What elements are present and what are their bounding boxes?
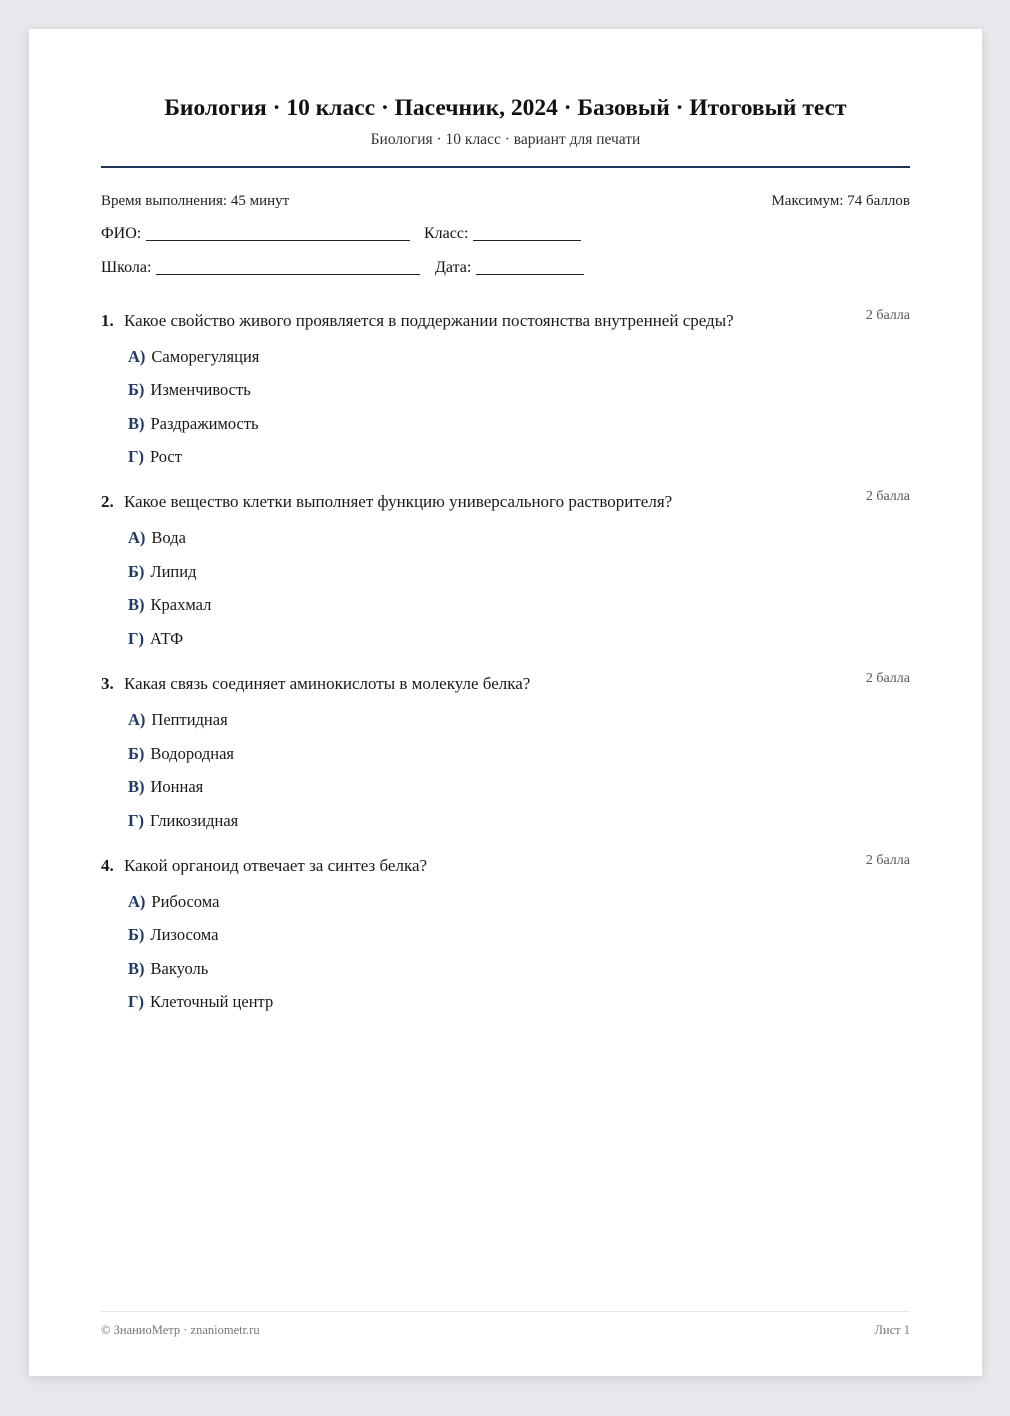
answer-option[interactable] <box>128 380 251 400</box>
footer-page-number: Лист 1 <box>874 1323 910 1337</box>
header-divider <box>101 166 910 168</box>
option-letter: В) <box>128 777 145 796</box>
option-letter: В) <box>128 959 145 978</box>
class-label: Класс: <box>424 225 469 242</box>
option-text: Пептидная <box>151 710 228 729</box>
page-subtitle: Биология · 10 класс · вариант для печати <box>370 131 641 148</box>
question-points: 2 балла <box>865 308 910 323</box>
option-letter: Б) <box>128 925 145 944</box>
answer-option[interactable] <box>128 447 182 467</box>
question-header <box>101 671 910 698</box>
option-letter: В) <box>128 595 145 614</box>
option-letter: Г) <box>128 992 144 1011</box>
answer-option[interactable] <box>128 528 186 548</box>
answer-option[interactable] <box>128 562 196 582</box>
question-4 <box>101 853 910 1011</box>
answer-option[interactable] <box>128 414 259 434</box>
option-text: Лизосома <box>150 925 219 944</box>
footer-divider <box>101 1311 910 1312</box>
question-text: Какой органоид отвечает за синтез белка? <box>124 856 428 875</box>
answer-option[interactable] <box>128 710 228 730</box>
answer-option[interactable] <box>128 629 183 649</box>
max-score: Максимум: 74 баллов <box>771 193 910 209</box>
option-letter: Г) <box>128 447 144 466</box>
option-letter: Г) <box>128 629 144 648</box>
date-field[interactable] <box>435 259 584 277</box>
option-text: Липид <box>150 562 197 581</box>
question-number: 2. <box>101 492 114 511</box>
option-text: Ионная <box>150 777 204 796</box>
question-points: 2 балла <box>865 853 910 868</box>
school-label: Школа: <box>101 259 152 276</box>
option-text: Водородная <box>150 744 234 763</box>
option-letter: А) <box>128 528 146 547</box>
option-letter: Б) <box>128 380 145 399</box>
question-number: 1. <box>101 311 114 330</box>
question-number: 3. <box>101 674 114 693</box>
option-text: Рибосома <box>151 892 220 911</box>
question-points: 2 балла <box>865 489 910 504</box>
answer-option[interactable] <box>128 992 273 1012</box>
question-header <box>101 308 910 335</box>
time-limit: Время выполнения: 45 минут <box>101 193 290 209</box>
page-title: Биология · 10 класс · Пасечник, 2024 · Базовый · Итоговый тест <box>164 95 847 121</box>
option-letter: Б) <box>128 744 145 763</box>
option-letter: Б) <box>128 562 145 581</box>
option-text: Изменчивость <box>150 380 251 399</box>
question-header <box>101 489 910 516</box>
option-text: Гликозидная <box>150 811 239 830</box>
test-sheet <box>29 29 982 1376</box>
option-letter: В) <box>128 414 145 433</box>
option-text: Вода <box>151 528 186 547</box>
answer-option[interactable] <box>128 892 219 912</box>
option-letter: А) <box>128 347 146 366</box>
answer-option[interactable] <box>128 595 211 615</box>
answer-option[interactable] <box>128 959 208 979</box>
school-blank-line <box>156 273 420 275</box>
question-text: Какое вещество клетки выполняет функцию универсального растворителя? <box>124 492 673 511</box>
footer-copyright: © ЗнаниоМетр · znaniometr.ru <box>101 1323 260 1337</box>
answer-option[interactable] <box>128 347 259 367</box>
option-letter: А) <box>128 892 146 911</box>
question-text: Какая связь соединяет аминокислоты в молекуле белка? <box>124 674 531 693</box>
option-text: Саморегуляция <box>151 347 260 366</box>
answer-option[interactable] <box>128 811 238 831</box>
class-field[interactable] <box>424 225 581 243</box>
option-letter: А) <box>128 710 146 729</box>
question-number: 4. <box>101 856 114 875</box>
date-label: Дата: <box>435 259 472 276</box>
option-text: Клеточный центр <box>150 992 274 1011</box>
class-blank-line <box>473 239 581 241</box>
school-field[interactable] <box>101 259 420 277</box>
answer-option[interactable] <box>128 925 218 945</box>
option-text: Рост <box>150 447 182 466</box>
fio-blank-line <box>146 239 410 241</box>
fio-field[interactable] <box>101 225 410 243</box>
question-points: 2 балла <box>865 671 910 686</box>
option-text: Вакуоль <box>150 959 209 978</box>
question-3 <box>101 671 910 830</box>
question-header <box>101 853 910 880</box>
fio-label: ФИО: <box>101 225 142 242</box>
question-text: Какое свойство живого проявляется в поддержании постоянства внутренней среды? <box>124 311 734 330</box>
option-text: Раздражимость <box>150 414 259 433</box>
question-1 <box>101 308 910 466</box>
answer-option[interactable] <box>128 777 203 797</box>
option-text: АТФ <box>150 629 184 648</box>
option-text: Крахмал <box>150 595 212 614</box>
question-2 <box>101 489 910 648</box>
option-letter: Г) <box>128 811 144 830</box>
answer-option[interactable] <box>128 744 234 764</box>
date-blank-line <box>476 273 584 275</box>
